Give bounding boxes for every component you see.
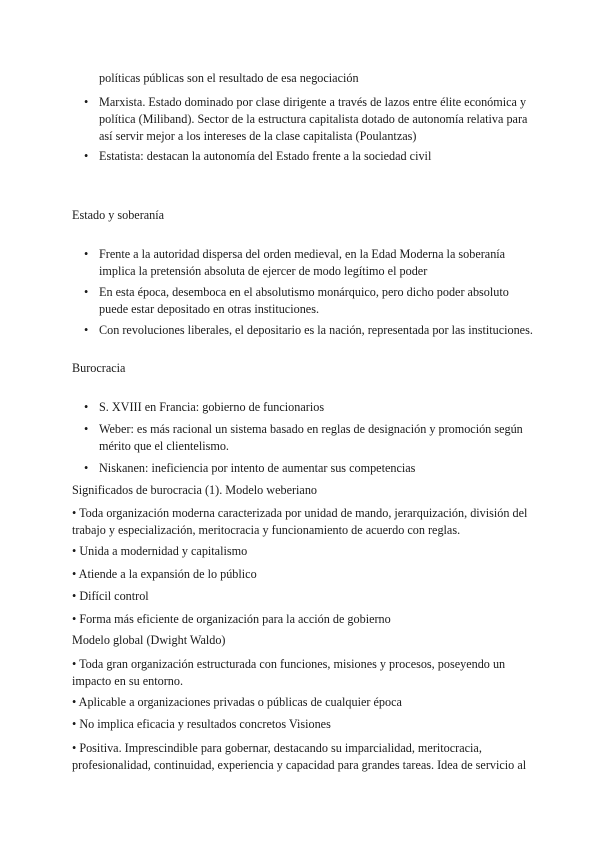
- paragraph-global-4: • Positiva. Imprescindible para gobernar, destacando su imparcialidad, meritocracia, profesionalidad, continuidad, experiencia y capacidad para grandes tareas. Idea de servicio al: [72, 741, 527, 772]
- bullet-marker: •: [84, 400, 89, 414]
- paragraph-weber-5: • Forma más eficiente de organización para la acción de gobierno: [72, 612, 391, 626]
- list-item-soberania-2: En esta época, desemboca en el absolutismo monárquico, pero dicho poder absoluto puede estar depositado en otras instituciones.: [99, 285, 509, 316]
- bullet-marker: •: [84, 285, 89, 299]
- paragraph-global-1: • Toda gran organización estructurada con funciones, misiones y procesos, poseyendo un impacto en su entorno.: [72, 657, 506, 688]
- paragraph-weber-3: • Atiende a la expansión de lo público: [72, 567, 257, 581]
- list-item-burocracia-3: Niskanen: ineficiencia por intento de aumentar sus competencias: [99, 461, 416, 475]
- paragraph-global-2: • Aplicable a organizaciones privadas o públicas de cualquier época: [72, 695, 402, 709]
- list-item-marxista: Marxista. Estado dominado por clase dirigente a través de lazos entre élite económica y política (Miliband). Sector de la estructura capitalista dotado de autonomía relativa para así servir mejor a los intereses de la clase capitalista (Poulantzas): [99, 95, 528, 143]
- bullet-marker: •: [84, 95, 89, 109]
- paragraph-weber-4: • Difícil control: [72, 589, 149, 603]
- list-item-soberania-3: Con revoluciones liberales, el depositario es la nación, representada por las instituciones.: [99, 323, 533, 337]
- section-heading-burocracia: Burocracia: [72, 361, 126, 375]
- list-item-estatista: Estatista: destacan la autonomía del Estado frente a la sociedad civil: [99, 149, 432, 163]
- list-item-burocracia-1: S. XVIII en Francia: gobierno de funcionarios: [99, 400, 325, 414]
- section-heading-global: Modelo global (Dwight Waldo): [72, 633, 226, 647]
- bullet-marker: •: [84, 149, 89, 163]
- section-heading-weber: Significados de burocracia (1). Modelo weberiano: [72, 483, 318, 497]
- bullet-marker: •: [84, 422, 89, 436]
- section-heading-soberania: Estado y soberanía: [72, 208, 165, 222]
- paragraph-weber-1: • Toda organización moderna caracterizada por unidad de mando, jerarquización, división del trabajo y especialización, meritocracia y funcionamiento de acuerdo con reglas.: [72, 506, 528, 537]
- list-item-soberania-1: Frente a la autoridad dispersa del orden medieval, en la Edad Moderna la soberanía implica la pretensión absoluta de ejercer de modo legítimo el poder: [99, 247, 506, 278]
- list-item-burocracia-2: Weber: es más racional un sistema basado en reglas de designación y promoción según mérito que el clientelismo.: [99, 422, 523, 453]
- paragraph-global-3: • No implica eficacia y resultados concretos Visiones: [72, 717, 331, 731]
- bullet-marker: •: [84, 247, 89, 261]
- continuation-text: políticas públicas son el resultado de esa negociación: [99, 71, 359, 85]
- bullet-marker: •: [84, 323, 89, 337]
- paragraph-weber-2: • Unida a modernidad y capitalismo: [72, 544, 248, 558]
- bullet-marker: •: [84, 461, 89, 475]
